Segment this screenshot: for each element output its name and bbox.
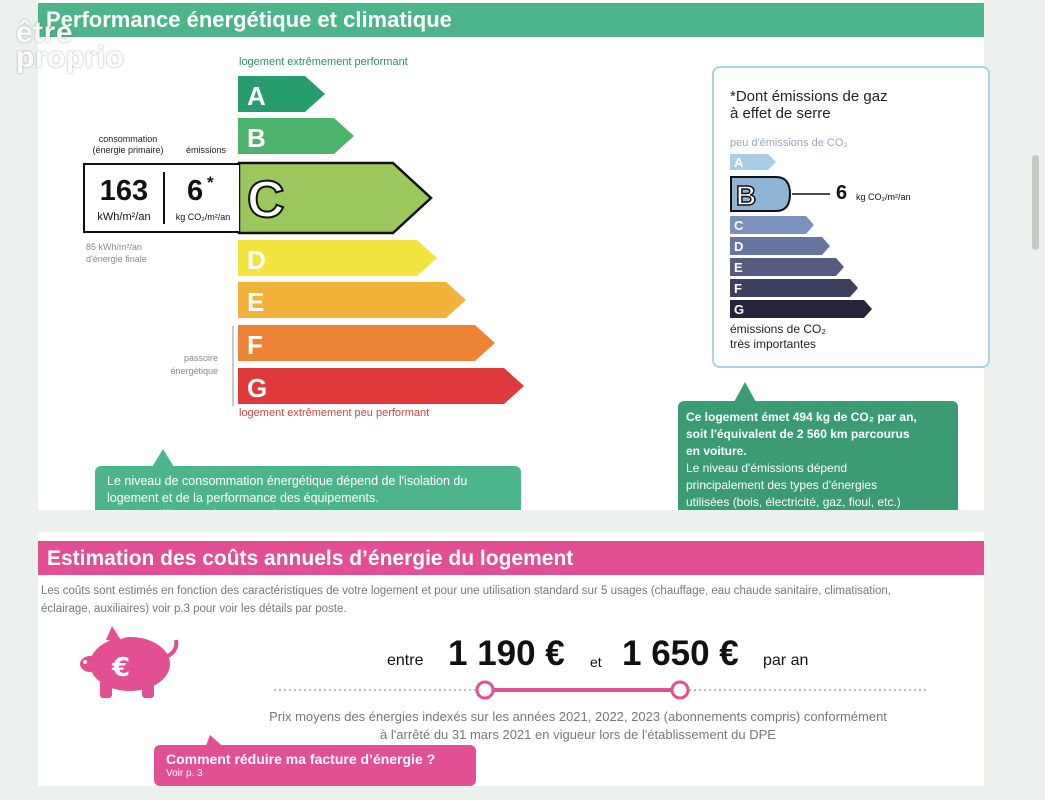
co2-bubble-line-6: utilisées (bois, électricité, gaz, fioul, etc.): [686, 495, 901, 509]
final-energy-line-1: 85 kWh/m²/an: [86, 242, 143, 252]
energy-section-title: Performance énergétique et climatique: [38, 3, 984, 37]
passoire-label: [158, 352, 218, 378]
consumption-label-line-2: (énergie primaire): [92, 145, 164, 155]
co2-bubble-line-2: soit l'équivalent de 2 560 km parcourus: [686, 427, 910, 441]
co2-class-c-label: C: [734, 218, 744, 233]
cost-range-track: [272, 680, 932, 700]
co2-class-a-label: A: [734, 155, 744, 170]
emissions-unit: kg CO₂/m²/an: [175, 212, 231, 222]
energy-bubble-line-2: logement et de la performance des équipements.: [107, 491, 379, 505]
prices-note-line-1: Prix moyens des énergies indexés sur les années 2021, 2022, 2023 (abonnements compris) conformément: [269, 709, 887, 724]
co2-title-line-1: *Dont émissions de gaz: [730, 88, 888, 105]
co2-value: 6: [836, 182, 848, 204]
energy-class-a-label: A: [247, 81, 266, 111]
prices-note-line-2: à l'arrêté du 31 mars 2021 en vigueur lors de l'établissement du DPE: [380, 727, 776, 742]
co2-bubble-line-3: en voiture.: [686, 444, 747, 458]
co2-class-d-label: D: [734, 239, 744, 254]
co2-class-f-label: F: [734, 281, 742, 296]
min-cost-marker: [477, 682, 493, 698]
watermark-line-2: proprio: [16, 41, 125, 74]
energy-class-b-label: B: [247, 123, 266, 153]
piggy-euro-symbol: €: [112, 653, 131, 683]
max-cost-marker: [672, 682, 688, 698]
co2-class-g-bar: [730, 300, 872, 318]
energy-bubble-pointer: [152, 449, 174, 467]
consumption-header: [82, 134, 174, 156]
co2-class-b-label: B: [736, 180, 757, 211]
top-caption: logement extrêmement performant: [239, 56, 408, 68]
co2-class-d-bar: [730, 237, 830, 255]
energy-bubble-line-1: Le niveau de consommation énergétique dépend de l'isolation du: [107, 474, 468, 488]
reduce-bill-sub: Voir p. 3: [166, 768, 203, 779]
value-box-divider: [163, 172, 165, 224]
energy-class-d-bar: [238, 240, 437, 276]
emissions-value: 6: [187, 175, 204, 207]
co2-bubble-line-1: Ce logement émet 494 kg de CO₂ par an,: [686, 410, 917, 424]
bottom-caption: logement extrêmement peu performant: [239, 407, 430, 419]
co2-title-line-2: à effet de serre: [730, 105, 831, 122]
emissions-header: émissions: [185, 145, 226, 155]
co2-unit: kg CO₂/m²/an: [856, 192, 911, 202]
word-and: et: [590, 654, 602, 670]
consumption-unit: kWh/m²/an: [97, 211, 151, 223]
reduce-bill-link[interactable]: [154, 745, 476, 786]
co2-class-g-label: G: [734, 302, 745, 317]
emissions-star: *: [207, 173, 214, 192]
section-separator: [38, 510, 984, 532]
co2-bubble-line-5: principalement des types d'énergies: [686, 478, 878, 492]
co2-high-label: [730, 322, 826, 352]
consumption-label-line-1: consommation: [98, 134, 158, 144]
co2-class-e-label: E: [734, 260, 743, 275]
bottom-separator: [38, 786, 984, 800]
costs-intro-line-1: Les coûts sont estimés en fonction des caractéristiques de votre logement et pour une utilisation standard sur 5 usages (chauffage, eau chaude sanitaire, climatisation,: [41, 585, 892, 597]
co2-high-line-2: très importantes: [730, 337, 817, 351]
energy-value-box: [83, 163, 239, 233]
energy-scale: [233, 74, 533, 410]
max-cost: 1 650 €: [622, 634, 739, 673]
prices-note: [188, 708, 968, 744]
energy-class-e-bar: [238, 282, 466, 318]
costs-intro-line-2: éclairage, auxiliaires) voir p.3 pour voir les détails par poste.: [41, 603, 347, 615]
word-between: entre: [387, 652, 424, 669]
dpe-page: [38, 0, 984, 800]
energy-class-d-label: D: [247, 245, 266, 275]
co2-class-e-bar: [730, 258, 844, 276]
costs-section-title: Estimation des coûts annuels d’énergie du logement: [38, 541, 984, 575]
co2-bubble-line-4: Le niveau d'émissions dépend: [686, 461, 848, 475]
final-energy-line-2: d'énergie finale: [86, 254, 147, 264]
co2-scale: [730, 152, 980, 322]
co2-low-label: peu d'émissions de CO₂: [730, 137, 848, 149]
passoire-bracket: [232, 326, 234, 406]
costs-intro: [41, 582, 981, 618]
co2-panel: [712, 66, 990, 368]
piggy-bank-icon: [76, 626, 180, 700]
energy-class-g-label: G: [247, 373, 268, 403]
passoire-line-2: énergétique: [170, 366, 218, 376]
energy-class-e-label: E: [247, 287, 265, 317]
etre-proprio-watermark: [16, 16, 125, 74]
watermark-line-1: être: [16, 16, 74, 49]
co2-panel-title: [730, 88, 888, 122]
passoire-line-1: passoire: [183, 353, 218, 363]
energy-class-c-label: C: [247, 171, 285, 229]
energy-class-f-bar: [238, 325, 495, 361]
co2-bubble-pointer: [734, 382, 756, 402]
min-cost: 1 190 €: [448, 634, 565, 673]
co2-high-line-1: émissions de CO₂: [730, 322, 827, 336]
energy-class-g-bar: [238, 368, 524, 404]
scrollbar-thumb[interactable]: [1032, 155, 1039, 250]
word-per-year: par an: [763, 652, 809, 669]
co2-class-f-bar: [730, 279, 858, 297]
final-energy-note: [86, 241, 147, 265]
consumption-value: 163: [99, 175, 149, 207]
reduce-bill-title: Comment réduire ma facture d’énergie ?: [166, 751, 436, 767]
energy-class-f-label: F: [247, 330, 263, 360]
